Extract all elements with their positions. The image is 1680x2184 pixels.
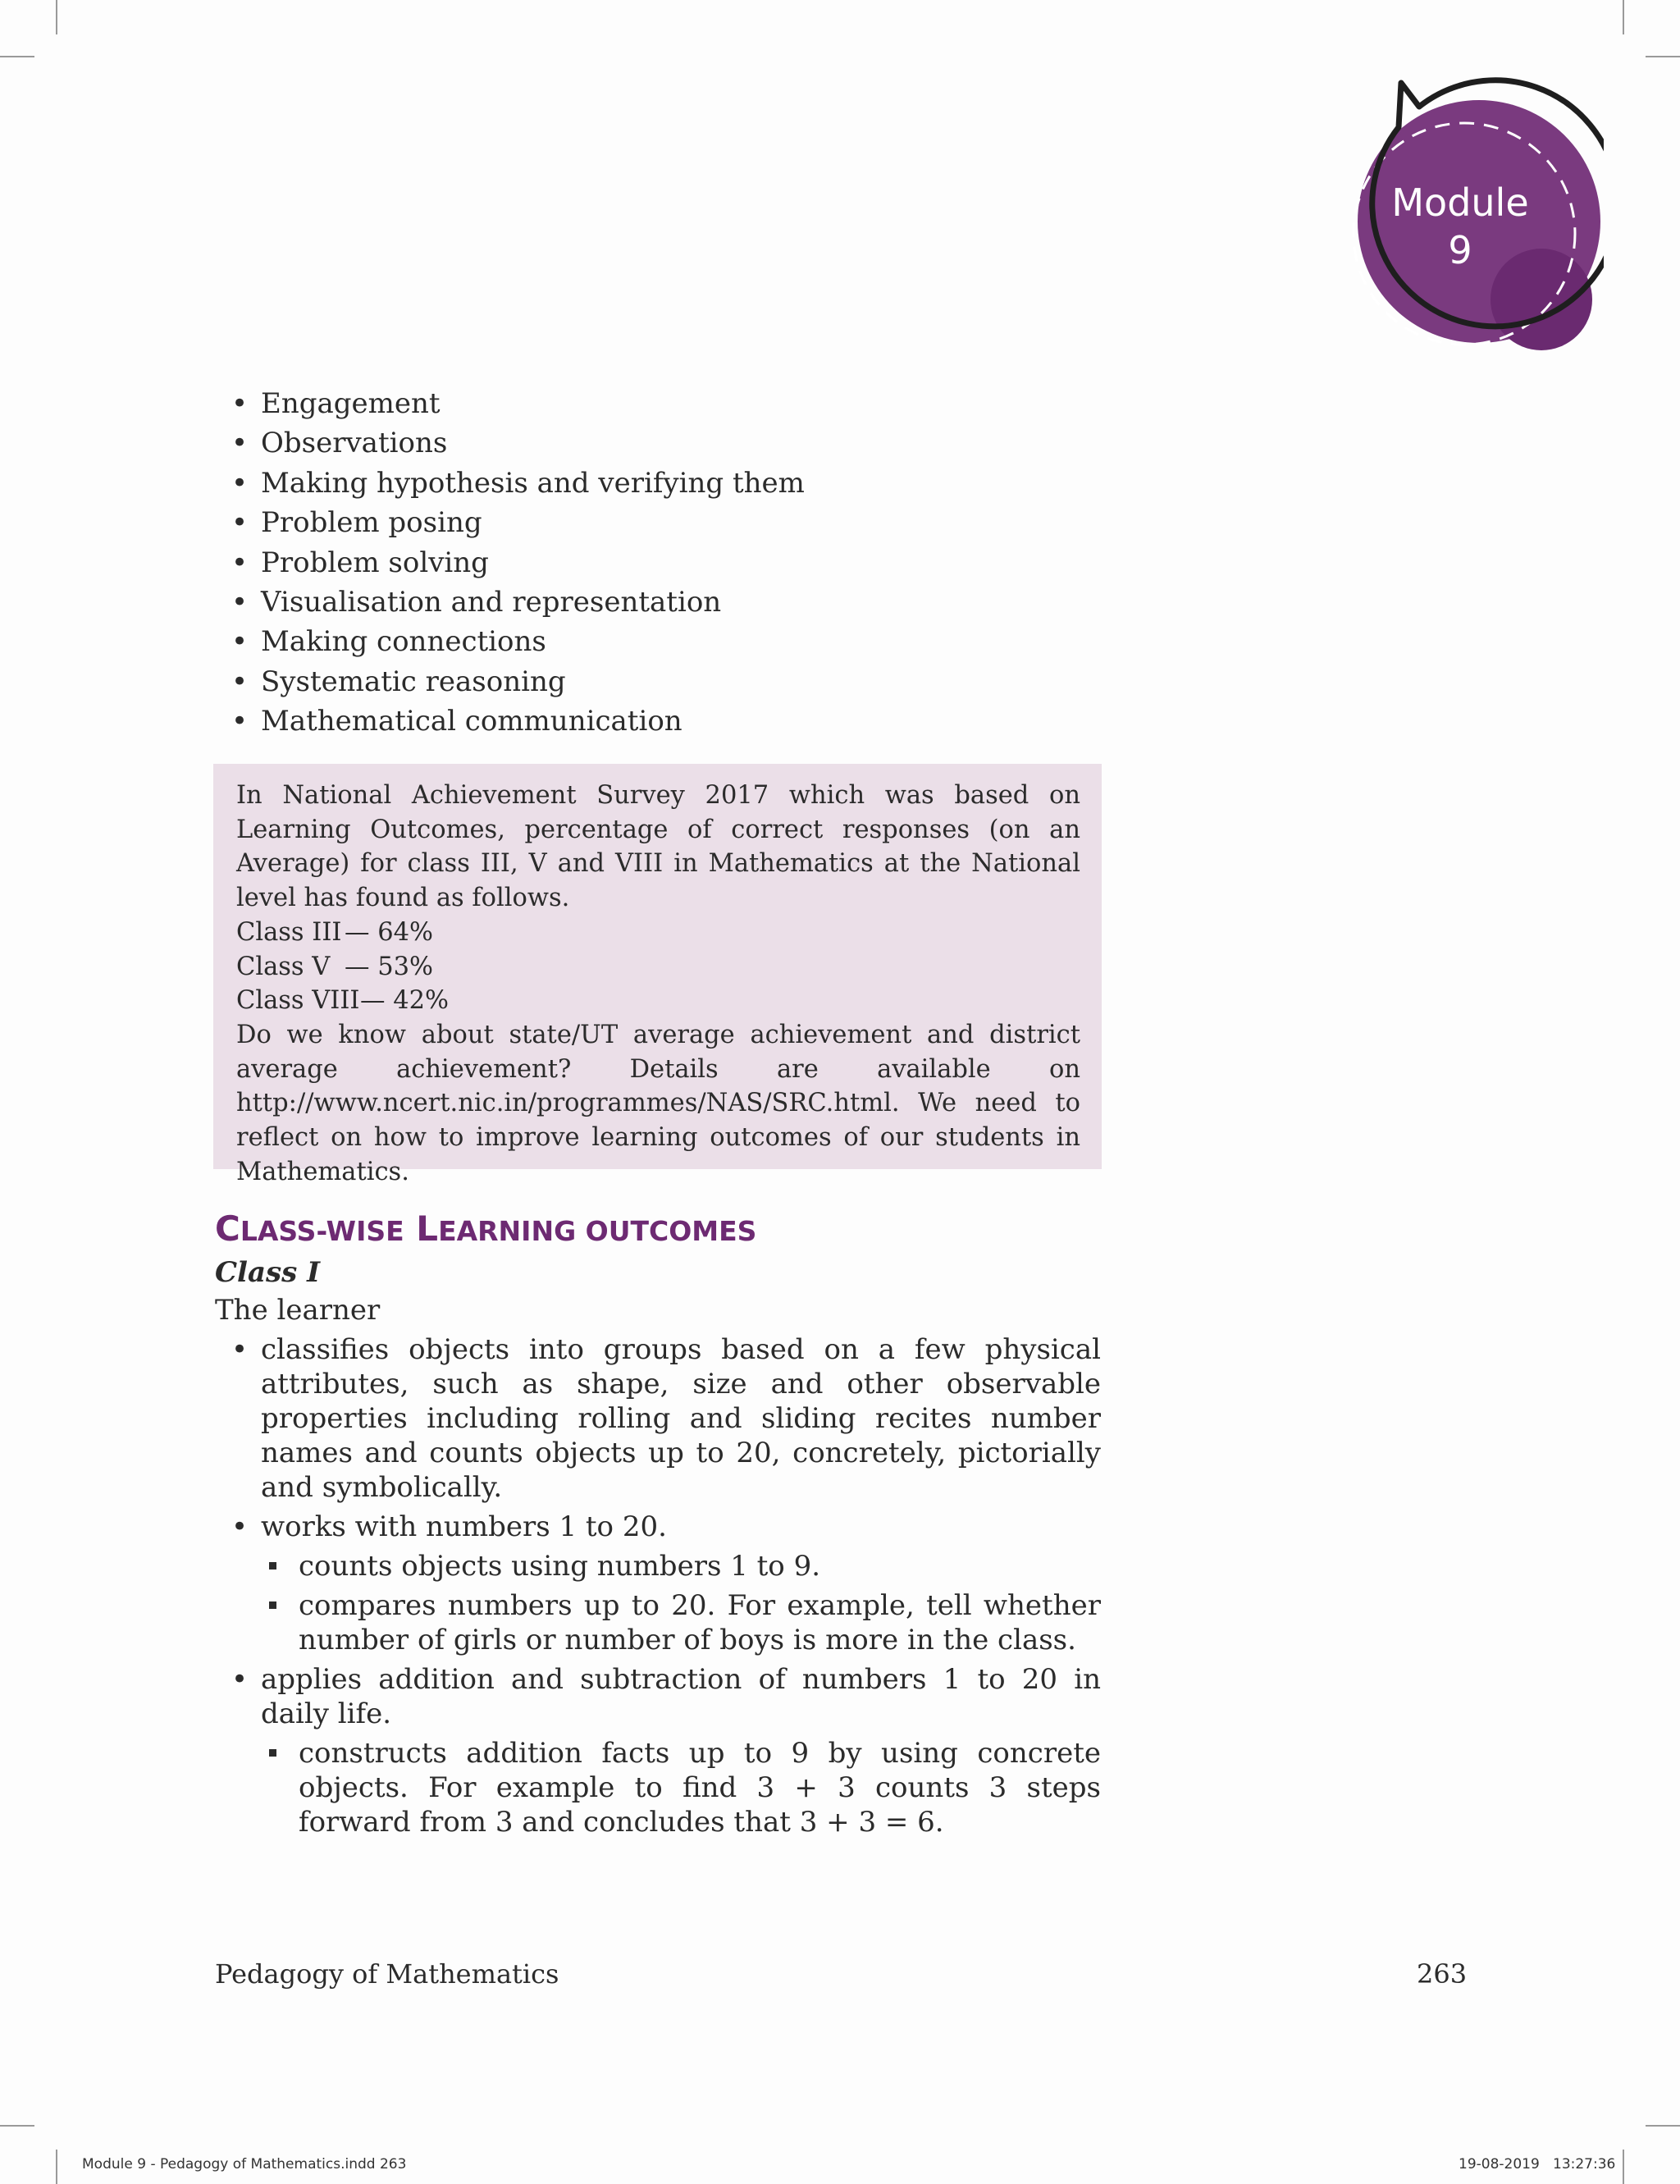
sub-outcome-item: constructs addition facts up to 9 by using concrete objects. For example to find 3 + 3 counts 3 steps forward from 3 and concludes that 3 + 3 = 6. — [267, 1736, 1101, 1839]
crop-mark — [56, 2150, 57, 2184]
nas-info-box — [213, 764, 1102, 1186]
list-item: • Engagement — [231, 387, 441, 420]
module-label — [1345, 179, 1575, 274]
page-number: 263 — [1417, 1958, 1468, 1990]
crop-mark — [0, 56, 34, 57]
outcome-item: • applies addition and subtraction of numbers 1 to 20 in daily life. — [231, 1663, 1101, 1730]
list-item: • Mathematical communication — [231, 705, 682, 738]
crop-mark — [1623, 2150, 1624, 2184]
outcome-item: • works with numbers 1 to 20. — [231, 1510, 667, 1543]
list-item: • Visualisation and representation — [231, 586, 722, 619]
list-item: • Problem posing — [231, 506, 482, 540]
crop-mark — [1646, 2125, 1680, 2127]
nas-result-row: Class VIII — 42% — [236, 986, 449, 1016]
nas-result-row: Class V — 53% — [236, 952, 433, 981]
nas-intro: In National Achievement Survey 2017 which was based on Learning Outcomes, percentage of correct responses (on an Average) for class III, V and VIII in Mathematics at the National level has found as follows. — [236, 781, 1080, 913]
skills-list — [231, 384, 805, 742]
footer-title: Pedagogy of Mathematics — [215, 1958, 559, 1990]
crop-mark — [1623, 0, 1624, 34]
list-item: • Making connections — [231, 625, 546, 659]
list-item: • Systematic reasoning — [231, 665, 566, 698]
slug-timestamp: 19-08-2019 13:27:36 — [1459, 2156, 1616, 2173]
sub-outcome-item: compares numbers up to 20. For example, tell whether number of girls or number of boys is more in the class. — [267, 1588, 1101, 1657]
slug-filename: Module 9 - Pedagogy of Mathematics.indd 263 — [82, 2156, 407, 2173]
crop-mark — [56, 0, 57, 34]
crop-mark — [0, 2125, 34, 2127]
class-title: Class I — [215, 1256, 321, 1289]
outcome-item: • classifies objects into groups based on a few physical attributes, such as shape, size and other observable properties including rolling and sliding recites number names and counts objects up to 20, concretely, pictorially and symbolically. — [231, 1333, 1101, 1504]
learner-intro: The learner — [215, 1294, 381, 1327]
list-item: • Observations — [231, 427, 448, 460]
nas-outro: Do we know about state/UT average achievement and district average achievement? Details are available on http://www.ncert.nic.in/programmes/NAS/SRC.html. We need to reflect on how to improve learning outcomes of our students in Mathematics. — [236, 1020, 1080, 1186]
module-number: 9 — [1448, 228, 1472, 272]
list-item: • Making hypothesis and verifying them — [231, 466, 805, 500]
nas-result-row: Class III — 64% — [236, 917, 433, 947]
list-item: • Problem solving — [231, 546, 489, 579]
sub-outcome-item: counts objects using numbers 1 to 9. — [267, 1549, 1101, 1583]
crop-mark — [1646, 56, 1680, 57]
module-word: Module — [1391, 180, 1529, 225]
section-heading: CLASS-WISE LEARNING OUTCOMES — [215, 1209, 757, 1249]
